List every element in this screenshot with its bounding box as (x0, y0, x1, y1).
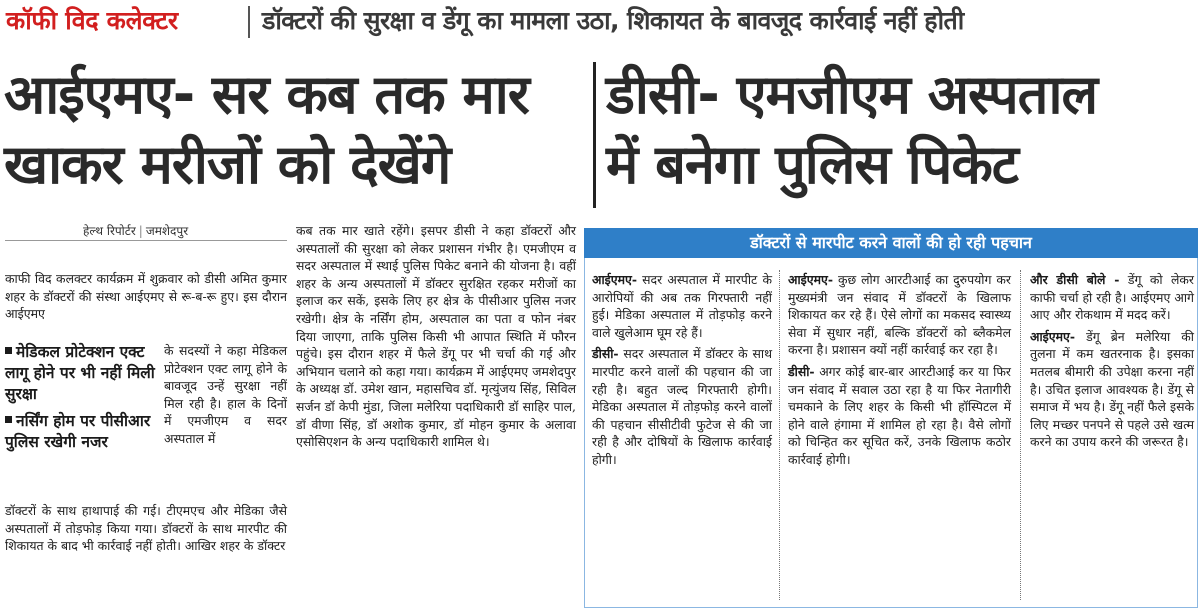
pointer-item (5, 411, 163, 453)
qa-speaker: और डीसी बोले - (1030, 272, 1120, 287)
pointer-text: नर्सिंग होम पर पीसीआर पुलिस रखेगी नजर (5, 412, 151, 451)
headline-right (606, 60, 1196, 200)
qa-paragraph (592, 345, 772, 468)
byline-separator: | (138, 224, 143, 238)
qa-text: सदर अस्पताल में मारपीट के आरोपियों की अब तक गिरफ्तारी नहीं हुई। मेडिका अस्पताल में तोड़फोड़ करने वाले खुलेआम घूम रहे हैं। (592, 272, 772, 340)
byline-author: हेल्थ रिपोर्टर (83, 224, 136, 238)
qa-speaker: डीसी- (788, 363, 815, 379)
kicker-label: कॉफी विद कलेक्टर (6, 6, 178, 35)
qa-text: डेंगू ब्रेन मलेरिया की तुलना में कम खतरनाक है। इसका मतलब बीमारी की उपेक्षा करना नहीं है। उचित इलाज आवश्यक है। डेंगू से समाज में भय है। डेंगू नहीं फैले इसके लिए मच्छर पनपने से पहले उसे खत्म करने का उपाय करने की जरूरत है। (1030, 328, 1194, 450)
bullet-square-icon (5, 347, 12, 354)
column1-end: डॉक्टरों के साथ हाथापाई की गई। टीएमएच और मेडिका जैसे अस्पतालों में तोड़फोड़ किया गया। डॉक्टरों के साथ मारपीट की शिकायत के बाद भी कार्रवाई नहीं होती। आखिर शहर के डॉक्टर (5, 503, 287, 554)
qa-text: सदर अस्पताल में डॉक्टर के साथ मारपीट करने वालों की पहचान की जा रही है। बहुत जल्द गिरफ्तारी होगी। मेडिका अस्पताल में तोड़फोड़ करने वालों की पहचान सीसीटीवी फुटेज से की जा रही है और दोषियों के खिलाफ कार्रवाई होगी। (592, 346, 772, 467)
kicker-divider (248, 6, 250, 38)
headline-left (4, 60, 584, 200)
column2-text: कब तक मार खाते रहेंगे। इसपर डीसी ने कहा डॉक्टरों और अस्पतालों की सुरक्षा को लेकर प्रशासन गंभीर है। एमजीएम व सदर अस्पताल में स्थाई पुलिस पिकेट बनाने की योजना है। वहीं शहर के अन्य अस्पतालों में डॉक्टर सुरक्षित रहकर मरीजों का इलाज कर सकें, इसके लिए हर क्षेत्र के पीसीआर पुलिस नजर रखेगी। क्षेत्र के नर्सिंग होम, अस्पताल का पता व फोन नंबर दिया जाएगा, ताकि पुलिस किसी भी आपात स्थिति में फौरन पहुंचे। इस दौरान शहर में फैले डेंगू पर भी चर्चा की गई और अभियान चलाने को कहा गया। कार्यक्रम में आईएमए जमशेदपुर के अध्यक्ष डॉ. उमेश खान, महासचिव डॉ. मृत्युंजय सिंह, सिविल सर्जन डॉ केपी मुंडा, जिला मलेरिया पदाधिकारी डॉ साहिर पाल, डॉ वीणा सिंह, डॉ अशोक कुमार, डॉ मोहन कुमार के अलावा एसोसिएशन के अन्य पदाधिकारी शामिल थे। (296, 223, 576, 450)
column4 (788, 271, 1011, 473)
column-divider (779, 270, 780, 600)
qa-text: कुछ लोग आरटीआई का दुरुपयोग कर मुख्यमंत्री जन संवाद में डॉक्टरों के खिलाफ शिकायत कर रहे हैं। ऐसे लोगों का मकसद स्वास्थ्य सेवा में सुधार नहीं, बल्कि डॉक्टरों को ब्लैकमेल करना है। प्रशासन क्यों नहीं कार्रवाई कर रहा है। (788, 272, 1011, 358)
pointer-list (5, 342, 163, 459)
headline-left-line-1: आईएमए- सर कब तक मार (4, 63, 529, 126)
headline-right-line-1: डीसी- एमजीएम अस्पताल (606, 63, 1098, 126)
column-divider (1020, 270, 1021, 600)
qa-text: डेंगू को लेकर काफी चर्चा हो रही है। आईएमए आगे आए और रोकथाम में मदद करें। (1030, 272, 1194, 323)
strap-headline: डॉक्टरों की सुरक्षा व डेंगू का मामला उठा, शिकायत के बावजूद कार्रवाई नहीं होती (262, 6, 964, 35)
byline-rule (5, 240, 287, 241)
headline-divider (593, 62, 596, 208)
headline-left-line-2: खाकर मरीजों को देखेंगे (4, 133, 451, 196)
column3 (592, 271, 772, 473)
qa-speaker: आईएमए- (592, 272, 638, 287)
headline-right-line-2: में बनेगा पुलिस पिकेट (606, 133, 1019, 196)
qa-paragraph (592, 271, 772, 341)
bullet-square-icon (5, 416, 12, 423)
pointer-item (5, 342, 163, 405)
column5 (1030, 271, 1194, 455)
section-banner: डॉक्टरों से मारपीट करने वालों की हो रही पहचान (584, 228, 1198, 258)
qa-paragraph (788, 271, 1011, 359)
column1-side-text: के सदस्यों ने कहा मेडिकल प्रोटेक्शन एक्ट लागू होने के बावजूद उन्हें सुरक्षा नहीं मिल रही है। हाल के दिनों में एमजीएम व सदर अस्पताल में (164, 343, 287, 446)
qa-paragraph (1030, 271, 1194, 324)
pointer-text: मेडिकल प्रोटेक्शन एक्ट लागू होने पर भी नहीं मिली सुरक्षा (5, 343, 155, 403)
qa-paragraph (1030, 328, 1194, 451)
byline-city: जमशेदपुर (145, 224, 189, 238)
qa-speaker: डीसी- (592, 346, 619, 362)
qa-paragraph (788, 363, 1011, 469)
byline (83, 222, 188, 239)
qa-speaker: आईएमए- (788, 272, 834, 287)
column1-intro: काफी विद कलक्टर कार्यक्रम में शुक्रवार को डीसी अमित कुमार शहर के डॉक्टरों की संस्था आईएमए से रू-ब-रू हुए। इस दौरान आईएमए (5, 271, 287, 322)
qa-speaker: आईएमए- (1030, 328, 1076, 344)
qa-text: अगर कोई बार-बार आरटीआई कर या फिर जन संवाद में सवाल उठा रहा है या फिर नेतागीरी चमकाने के लिए शहर के किसी भी हॉस्पिटल में होने वाले हंगामा में शामिल हो रहा है। वैसे लोगों को चिन्हित कर सूचित करें, उनके खिलाफ कठोर कार्रवाई होगी। (788, 363, 1011, 467)
